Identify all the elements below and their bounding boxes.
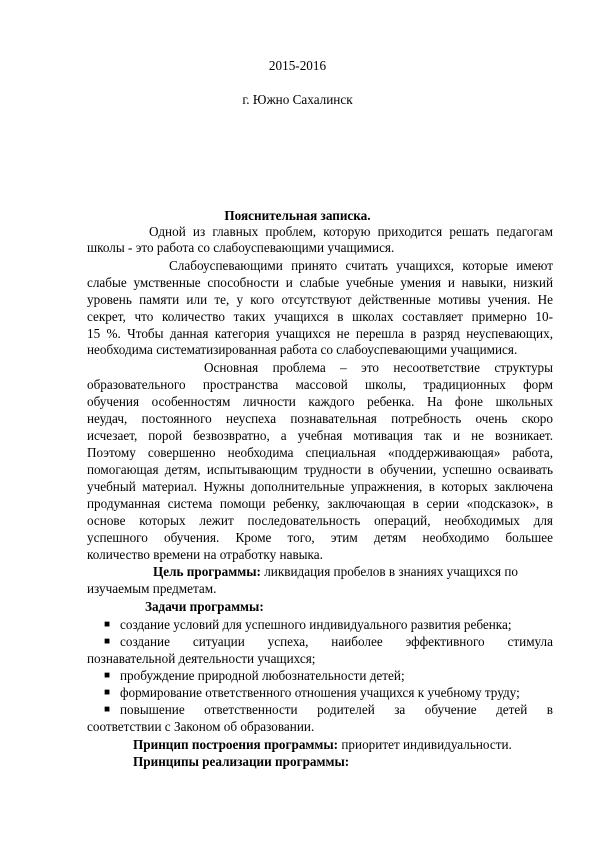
paragraph-line: уровень памяти или те, у кого отсутствуют действенные мотивы учения. Не — [87, 292, 553, 307]
task-item: создание условий для успешного индивидуального развития ребенка; — [120, 617, 512, 632]
paragraph-line: необходима систематизированная работа со слабоуспевающими учащимися. — [87, 342, 518, 357]
paragraph-line: обучения особенностям личности каждого ребенка. На фоне школьных — [87, 394, 553, 409]
paragraph-line: Поэтому совершенно необходима специальная «поддерживающая» работа, — [87, 445, 553, 460]
principle-label: Принцип построения программы: — [133, 737, 339, 752]
principle-line — [133, 737, 553, 753]
square-bullet-icon: ■ — [104, 670, 111, 681]
task-item-continuation: соответствии с Законом об образовании. — [87, 719, 315, 734]
square-bullet-icon: ■ — [104, 687, 111, 698]
paragraph-line: секрет, что количество таких учащихся в школах составляет примерно 10- — [87, 309, 553, 324]
paragraph-line: слабые умственные способности и слабые учебные умения и навыки, низкий — [87, 275, 553, 290]
paragraph-line: исчезает, порой безвозвратно, а учебная мотивация так и не возникает. — [87, 428, 553, 443]
tasks-heading: Задачи программы: — [145, 599, 264, 614]
paragraph-line: продуманная система помощи ребенку, заключающая в серии «подсказок», в — [87, 496, 553, 511]
square-bullet-icon: ■ — [104, 619, 111, 630]
task-item: повышение ответственности родителей за обучение детей в — [120, 702, 553, 717]
paragraph-line: школы - это работа со слабоуспевающими учащимися. — [87, 240, 395, 255]
paragraph-line: основе которых лежит последовательность операций, необходимых для — [87, 513, 553, 528]
city-header: г. Южно Сахалинск — [242, 92, 353, 107]
paragraph-line: Одной из главных проблем, которую приходится решать педагогам — [149, 224, 553, 239]
paragraph-line: успешного обучения. Кроме того, этим детям необходимо большее — [87, 530, 553, 545]
task-item: создание ситуации успеха, наиболее эффективного стимула — [120, 634, 553, 649]
goal-label: Цель программы: — [153, 564, 261, 579]
paragraph-line: Основная проблема – это несоответствие структуры — [204, 360, 553, 375]
goal-line — [153, 564, 553, 580]
principle-text: приоритет индивидуальности. — [338, 737, 512, 752]
principles-heading: Принципы реализации программы: — [133, 754, 350, 769]
paragraph-line: учебный материал. Нужны дополнительные упражнения, в которых заключена — [87, 479, 553, 494]
paragraph-line: 15 %. Чтобы данная категория учащихся не перешла в разряд неуспевающих, — [87, 326, 553, 341]
paragraph-line: неудач, постоянного неуспеха познавательная потребность очень скоро — [87, 411, 553, 426]
task-item-continuation: познавательной деятельности учащихся; — [87, 651, 316, 666]
paragraph-line: образовательного пространства массовой школы, традиционных форм — [87, 377, 553, 392]
document-title: Пояснительная записка. — [224, 208, 371, 223]
paragraph-line: помогающая детям, испытывающим трудности в обучении, успешно осваивать — [87, 462, 553, 477]
paragraph-line: количество времени на отработку навыка. — [87, 547, 323, 562]
goal-line-2: изучаемым предметам. — [87, 581, 217, 596]
goal-text: ликвидация пробелов в знаниях учащихся по — [260, 564, 518, 579]
years-header: 2015-2016 — [268, 58, 327, 73]
paragraph-line: Слабоуспевающими принято считать учащихся, которые имеют — [169, 258, 553, 273]
task-item: формирование ответственного отношения учащихся к учебному труду; — [120, 685, 520, 700]
task-item: пробуждение природной любознательности детей; — [120, 668, 405, 683]
square-bullet-icon: ■ — [104, 636, 111, 647]
square-bullet-icon: ■ — [104, 704, 111, 715]
